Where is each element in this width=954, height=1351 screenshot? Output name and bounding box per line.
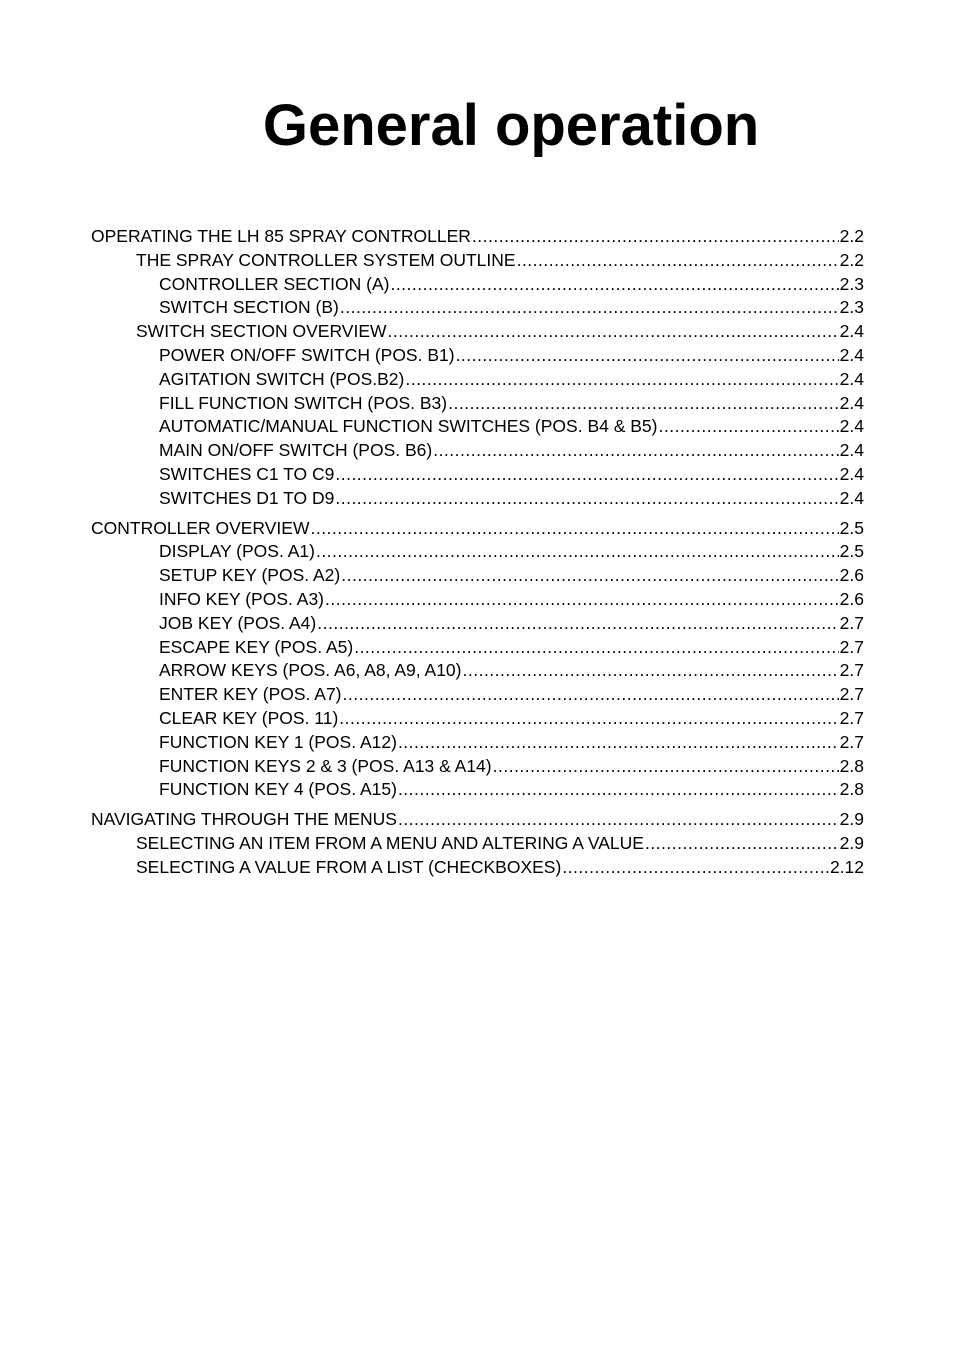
toc-entry-page-number: 2.2: [839, 249, 864, 270]
toc-entry-label: ARROW KEYS (POS. A6, A8, A9, A10): [159, 660, 462, 681]
toc-entry-label: CONTROLLER SECTION (A): [159, 273, 390, 294]
toc-dot-leader: [398, 808, 839, 832]
toc-dot-leader: [341, 564, 838, 588]
toc-entry-page-number: 2.4: [839, 368, 864, 389]
toc-entry[interactable]: [91, 778, 864, 802]
toc-entry[interactable]: [91, 612, 864, 636]
toc-entry-label: FUNCTION KEY 4 (POS. A15): [159, 779, 397, 800]
toc-entry-label: FILL FUNCTION SWITCH (POS. B3): [159, 392, 448, 413]
toc-entry[interactable]: [91, 487, 864, 511]
toc-dot-leader: [310, 517, 838, 541]
toc-entry[interactable]: [91, 755, 864, 779]
toc-dot-leader: [388, 320, 839, 344]
toc-entry[interactable]: [91, 517, 864, 541]
toc-entry[interactable]: [91, 683, 864, 707]
toc-entry-page-number: 2.8: [839, 779, 864, 800]
toc-entry-label: OPERATING THE LH 85 SPRAY CONTROLLER: [91, 226, 471, 246]
toc-dot-leader: [448, 392, 839, 416]
toc-entry[interactable]: [91, 439, 864, 463]
toc-entry-label: SWITCHES D1 TO D9: [159, 487, 335, 508]
toc-entry-page-number: 2.5: [839, 541, 864, 562]
toc-entry-page-number: 2.4: [839, 416, 864, 437]
toc-entry-page-number: 2.7: [839, 636, 864, 657]
toc-entry-page-number: 2.7: [839, 660, 864, 681]
toc-entry-page-number: 2.4: [839, 463, 864, 484]
toc-entry[interactable]: [91, 225, 864, 249]
toc-entry-page-number: 2.6: [839, 588, 864, 609]
toc-entry-label: SELECTING AN ITEM FROM A MENU AND ALTERING A VALUE: [136, 832, 644, 853]
toc-dot-leader: [456, 344, 839, 368]
table-of-contents: [91, 225, 864, 880]
toc-entry-page-number: 2.8: [839, 755, 864, 776]
toc-entry-page-number: 2.7: [839, 612, 864, 633]
toc-entry-label: FUNCTION KEYS 2 & 3 (POS. A13 & A14): [159, 755, 492, 776]
toc-entry[interactable]: [91, 392, 864, 416]
toc-entry[interactable]: [91, 564, 864, 588]
toc-entry[interactable]: [91, 415, 864, 439]
toc-entry[interactable]: [91, 463, 864, 487]
toc-entry[interactable]: [91, 540, 864, 564]
toc-entry-label: SETUP KEY (POS. A2): [159, 565, 341, 586]
toc-dot-leader: [343, 683, 839, 707]
toc-entry-page-number: 2.9: [839, 809, 864, 830]
toc-entry-page-number: 2.7: [839, 707, 864, 728]
toc-entry[interactable]: [91, 273, 864, 297]
toc-entry-page-number: 2.4: [839, 321, 864, 342]
toc-entry-page-number: 2.6: [839, 565, 864, 586]
toc-dot-leader: [354, 636, 838, 660]
toc-entry-label: AGITATION SWITCH (POS.B2): [159, 368, 405, 389]
toc-entry-label: SWITCHES C1 TO C9: [159, 463, 335, 484]
toc-entry-label: MAIN ON/OFF SWITCH (POS. B6): [159, 440, 433, 461]
toc-entry[interactable]: [91, 856, 864, 880]
toc-dot-leader: [645, 832, 839, 856]
toc-entry-label: ESCAPE KEY (POS. A5): [159, 636, 354, 657]
toc-dot-leader: [316, 540, 839, 564]
toc-entry-page-number: 2.3: [839, 297, 864, 318]
toc-entry[interactable]: [91, 731, 864, 755]
toc-dot-leader: [339, 707, 838, 731]
toc-entry-page-number: 2.4: [839, 344, 864, 365]
toc-entry[interactable]: [91, 659, 864, 683]
toc-entry[interactable]: [91, 808, 864, 832]
toc-dot-leader: [463, 659, 839, 683]
toc-entry-label: FUNCTION KEY 1 (POS. A12): [159, 731, 397, 752]
toc-entry[interactable]: [91, 344, 864, 368]
toc-entry-label: THE SPRAY CONTROLLER SYSTEM OUTLINE: [136, 249, 516, 270]
toc-entry-page-number: 2.3: [839, 273, 864, 294]
toc-entry-page-number: 2.2: [839, 226, 864, 246]
toc-entry-label: ENTER KEY (POS. A7): [159, 684, 342, 705]
toc-entry-page-number: 2.4: [839, 440, 864, 461]
toc-dot-leader: [335, 487, 838, 511]
toc-entry-page-number: 2.7: [839, 684, 864, 705]
toc-entry-label: INFO KEY (POS. A3): [159, 588, 325, 609]
toc-entry-label: AUTOMATIC/MANUAL FUNCTION SWITCHES (POS. B4 & B5): [159, 416, 658, 437]
toc-entry[interactable]: [91, 320, 864, 344]
toc-dot-leader: [405, 368, 838, 392]
toc-dot-leader: [472, 225, 839, 249]
toc-entry-page-number: 2.4: [839, 487, 864, 508]
toc-dot-leader: [658, 415, 838, 439]
toc-entry[interactable]: [91, 368, 864, 392]
toc-dot-leader: [390, 273, 838, 297]
toc-entry-label: SWITCH SECTION (B): [159, 297, 339, 318]
toc-entry-label: CLEAR KEY (POS. 11): [159, 707, 339, 728]
toc-entry-label: DISPLAY (POS. A1): [159, 541, 315, 562]
toc-dot-leader: [433, 439, 838, 463]
toc-entry[interactable]: [91, 636, 864, 660]
toc-entry[interactable]: [91, 296, 864, 320]
toc-entry-label: CONTROLLER OVERVIEW: [91, 517, 310, 538]
toc-dot-leader: [562, 856, 829, 880]
toc-entry-page-number: 2.9: [839, 832, 864, 853]
toc-dot-leader: [493, 755, 839, 779]
toc-entry-label: SELECTING A VALUE FROM A LIST (CHECKBOXES): [136, 856, 562, 877]
toc-entry-page-number: 2.5: [839, 517, 864, 538]
toc-dot-leader: [398, 731, 839, 755]
toc-entry-page-number: 2.4: [839, 392, 864, 413]
toc-entry-label: SWITCH SECTION OVERVIEW: [136, 321, 387, 342]
toc-entry-label: POWER ON/OFF SWITCH (POS. B1): [159, 344, 455, 365]
toc-entry-page-number: 2.7: [839, 731, 864, 752]
toc-entry[interactable]: [91, 707, 864, 731]
toc-entry-label: JOB KEY (POS. A4): [159, 612, 317, 633]
toc-dot-leader: [517, 249, 839, 273]
page-title: General operation: [262, 93, 760, 158]
toc-entry[interactable]: [91, 832, 864, 856]
toc-dot-leader: [325, 588, 839, 612]
toc-entry-page-number: 2.12: [829, 856, 864, 877]
toc-dot-leader: [340, 296, 839, 320]
toc-entry[interactable]: [91, 588, 864, 612]
toc-dot-leader: [335, 463, 838, 487]
toc-dot-leader: [398, 778, 839, 802]
toc-entry[interactable]: [91, 249, 864, 273]
toc-dot-leader: [317, 612, 838, 636]
toc-entry-label: NAVIGATING THROUGH THE MENUS: [91, 809, 397, 830]
